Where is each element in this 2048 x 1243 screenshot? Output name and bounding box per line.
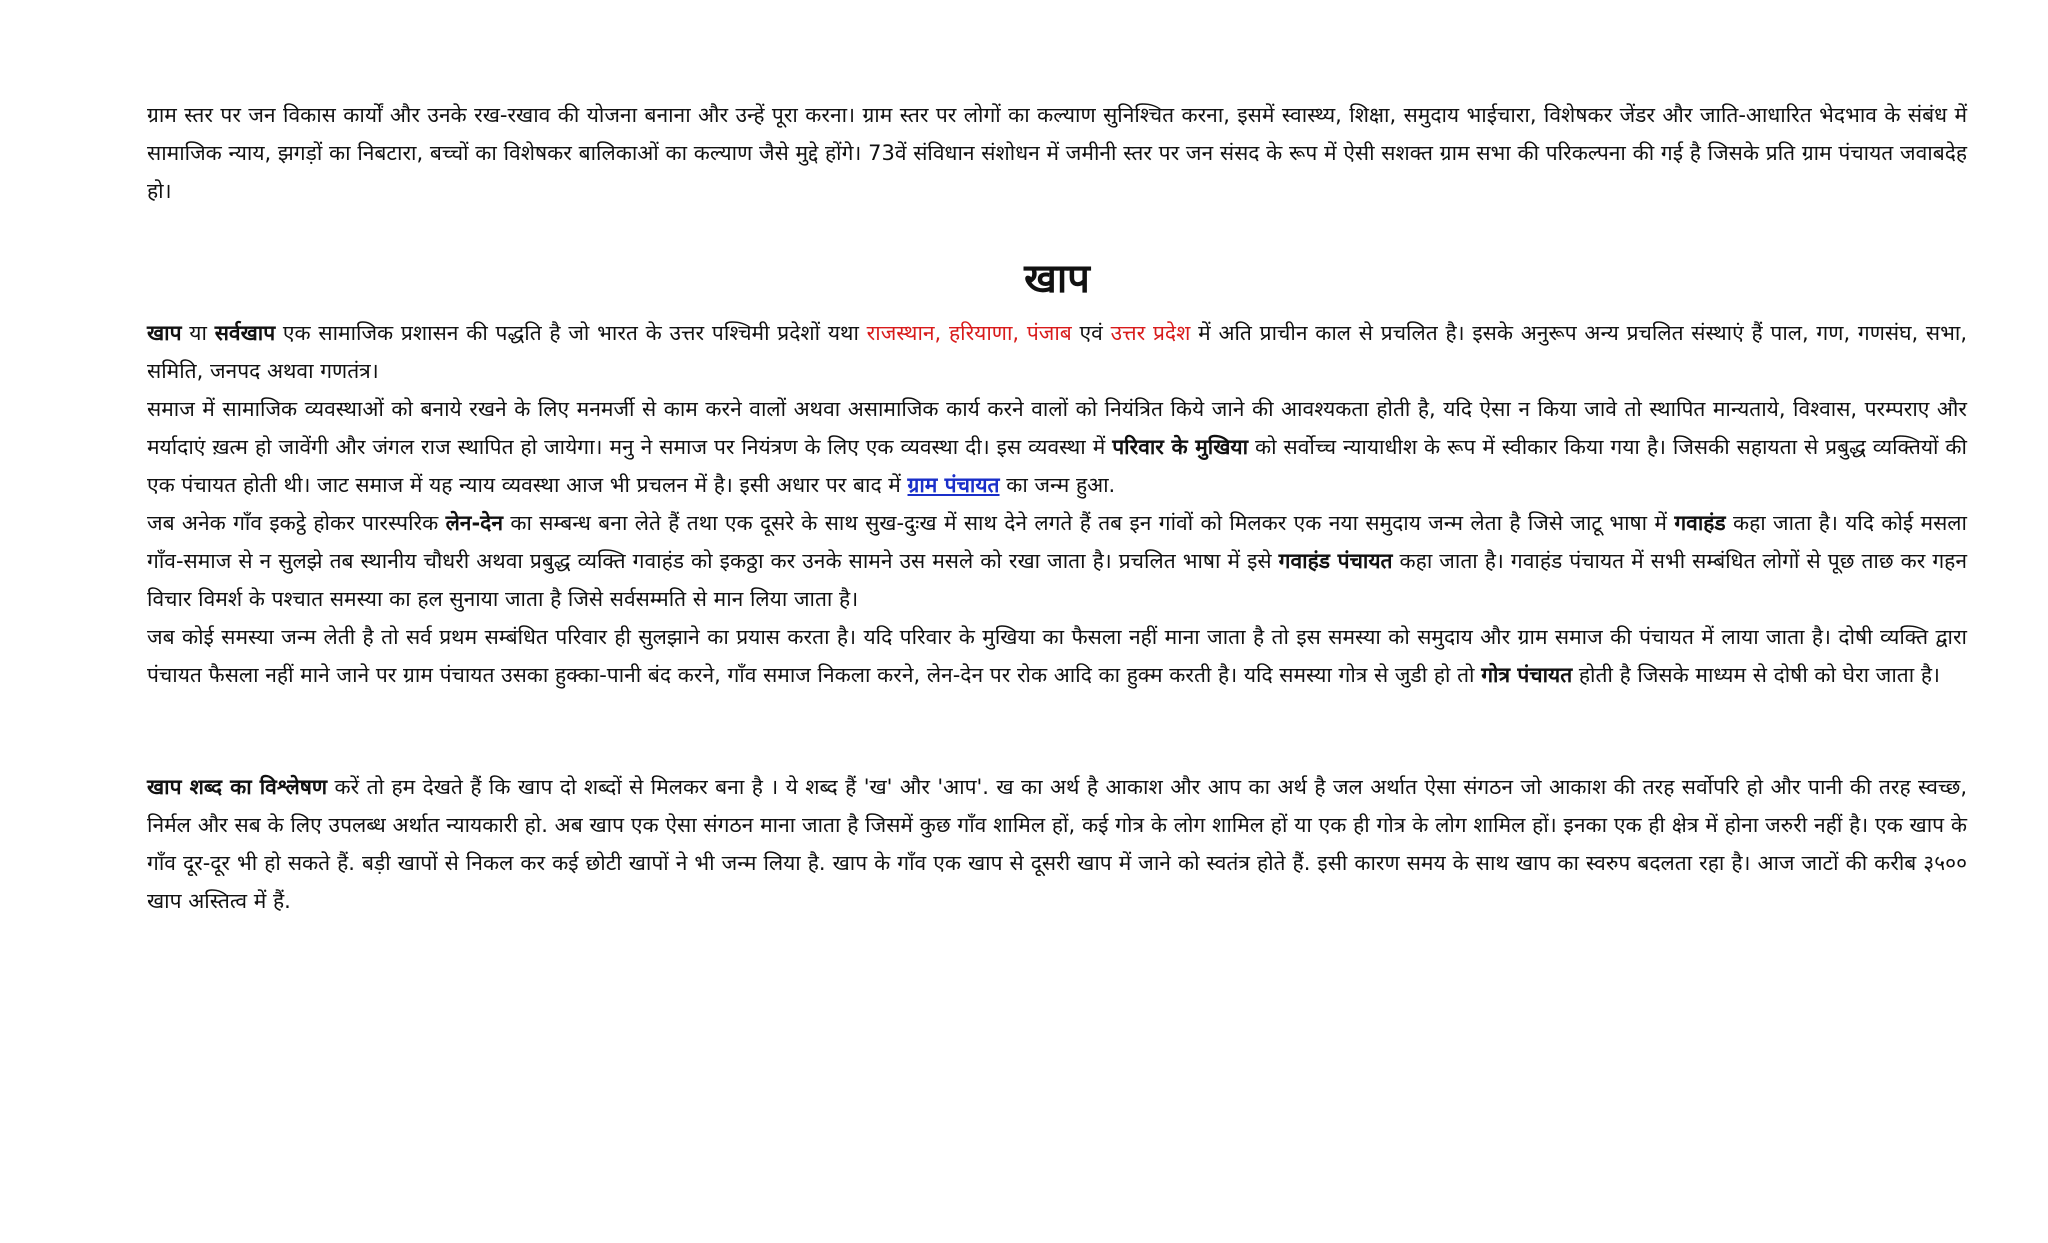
paragraph-khap-definition: खाप या सर्वखाप एक सामाजिक प्रशासन की पद्धति है जो भारत के उत्तर पश्चिमी प्रदेशों यथा राजस्थान, हरियाणा, पंजाब एवं उत्तर प्रदेश में अति प्राचीन काल से प्रचलित है। इसके अनुरूप अन्य प्रचलित संस्थाएं हैं पाल, गण, गणसंघ, सभा, समिति, जनपद अथवा गणतंत्र। bbox=[147, 321, 1968, 383]
intro-text: ग्राम स्तर पर जन विकास कार्यों और उनके रख-रखाव की योजना बनाना और उन्हें पूरा करना। ग्राम स्तर पर लोगों का कल्याण सुनिश्चित करना, इसमें स्वास्थ्य, शिक्षा, समुदाय भाईचारा, विशेषकर जेंडर और जाति-आधारित भेदभाव के संबंध में सामाजिक न्याय, झगड़ों का निबटारा, बच्चों का विशेषकर बालिकाओं का कल्याण जैसे मुद्दे होंगे। 73वें संविधान संशोधन में जमीनी स्तर पर जन संसद के रूप में ऐसी सशक्त ग्राम सभा की परिकल्पना की गई है जिसके प्रति ग्राम पंचायत जवाबदेह हो। bbox=[147, 103, 1967, 203]
term-sarvkhap: सर्वखाप bbox=[214, 321, 276, 345]
paragraph-word-analysis: खाप शब्द का विश्लेषण करें तो हम देखते हैं कि खाप दो शब्दों से मिलकर बना है । ये शब्द हैं 'ख' और 'आप'. ख का अर्थ है आकाश और आप का अर्थ है जल अर्थात ऐसा संगठन जो आकाश की तरह सर्वोपरि हो और पानी की तरह स्वच्छ, निर्मल और सब के लिए उपलब्ध अर्थात न्यायकारी हो. अब खाप एक ऐसा संगठन माना जाता है जिसमें कुछ गाँव शामिल हों, कई गोत्र के लोग शामिल हों या एक ही गोत्र के लोग शामिल हों। इनका एक ही क्षेत्र में होना जरुरी नहीं है। एक खाप के गाँव दूर-दूर भी हो सकते हैं. बड़ी खापों से निकल कर कई छोटी खापों ने भी जन्म लिया है. खाप के गाँव एक खाप से दूसरी खाप में जाने को स्वतंत्र होते हैं. इसी कारण समय के साथ खाप का स्वरुप बदलता रहा है। आज जाटों की करीब ३५०० खाप अस्तित्व में हैं. bbox=[147, 775, 1968, 913]
intro-paragraph bbox=[147, 96, 1967, 210]
term-gavahand: गवाहंड bbox=[1674, 511, 1726, 535]
term-gotra-panchayat: गोत्र पंचायत bbox=[1481, 663, 1573, 687]
paragraph-dispute-process: जब कोई समस्या जन्म लेती है तो सर्व प्रथम सम्बंधित परिवार ही सुलझाने का प्रयास करता है। यदि परिवार के मुखिया का फैसला नहीं माना जाता है तो इस समस्या को समुदाय और ग्राम समाज की पंचायत में लाया जाता है। दोषी व्यक्ति द्वारा पंचायत फैसला नहीं माने जाने पर ग्राम पंचायत उसका हुक्का-पानी बंद करने, गाँव समाज निकला करने, लेन-देन पर रोक आदि का हुक्म करती है। यदि समस्या गोत्र से जुडी हो तो गोत्र पंचायत होती है जिसके माध्यम से दोषी को घेरा जाता है। bbox=[147, 625, 1967, 687]
term-word-analysis: खाप शब्द का विश्लेषण bbox=[147, 775, 328, 799]
term-khap: खाप bbox=[147, 321, 182, 345]
article-body bbox=[147, 96, 1967, 920]
states-highlight: राजस्थान, हरियाणा, पंजाब bbox=[866, 321, 1072, 345]
uttar-pradesh-highlight: उत्तर प्रदेश bbox=[1110, 321, 1191, 345]
paragraph-gap bbox=[147, 694, 1967, 768]
term-len-den: लेन-देन bbox=[445, 511, 503, 535]
term-gavahand-panchayat: गवाहंड पंचायत bbox=[1278, 549, 1393, 573]
paragraph-gavahand: जब अनेक गाँव इकट्ठे होकर पारस्परिक लेन-देन का सम्बन्ध बना लेते हैं तथा एक दूसरे के साथ सुख-दुःख में साथ देने लगते हैं तब इन गांवों को मिलकर एक नया समुदाय जन्म लेता है जिसे जाटू भाषा में गवाहंड कहा जाता है। यदि कोई मसला गाँव-समाज से न सुलझे तब स्थानीय चौधरी अथवा प्रबुद्ध व्यक्ति गवाहंड को इकठ्ठा कर उनके सामने उस मसले को रखा जाता है। प्रचलित भाषा में इसे गवाहंड पंचायत कहा जाता है। गवाहंड पंचायत में सभी सम्बंधित लोगों से पूछ ताछ कर गहन विचार विमर्श के पश्चात समस्या का हल सुनाया जाता है जिसे सर्वसम्मति से मान लिया जाता है। bbox=[147, 511, 1967, 611]
paragraph-social-order: समाज में सामाजिक व्यवस्थाओं को बनाये रखने के लिए मनमर्जी से काम करने वालों अथवा असामाजिक कार्य करने वालों को नियंत्रित किये जाने की आवश्यकता होती है, यदि ऐसा न किया जावे तो स्थापित मान्यताये, विश्वास, परम्पराए और मर्यादाएं ख़त्म हो जावेंगी और जंगल राज स्थापित हो जायेगा। मनु ने समाज पर नियंत्रण के लिए एक व्यवस्था दी। इस व्यवस्था में परिवार के मुखिया को सर्वोच्च न्यायाधीश के रूप में स्वीकार किया गया है। जिसकी सहायता से प्रबुद्ध व्यक्तियों की एक पंचायत होती थी। जाट समाज में यह न्याय व्यवस्था आज भी प्रचलन में है। इसी अधार पर बाद में ग्राम पंचायत का जन्म हुआ. bbox=[147, 397, 1967, 497]
section-heading: खाप bbox=[1024, 256, 1090, 302]
gram-panchayat-link[interactable]: ग्राम पंचायत bbox=[907, 473, 1000, 497]
term-family-head: परिवार के मुखिया bbox=[1112, 435, 1249, 459]
